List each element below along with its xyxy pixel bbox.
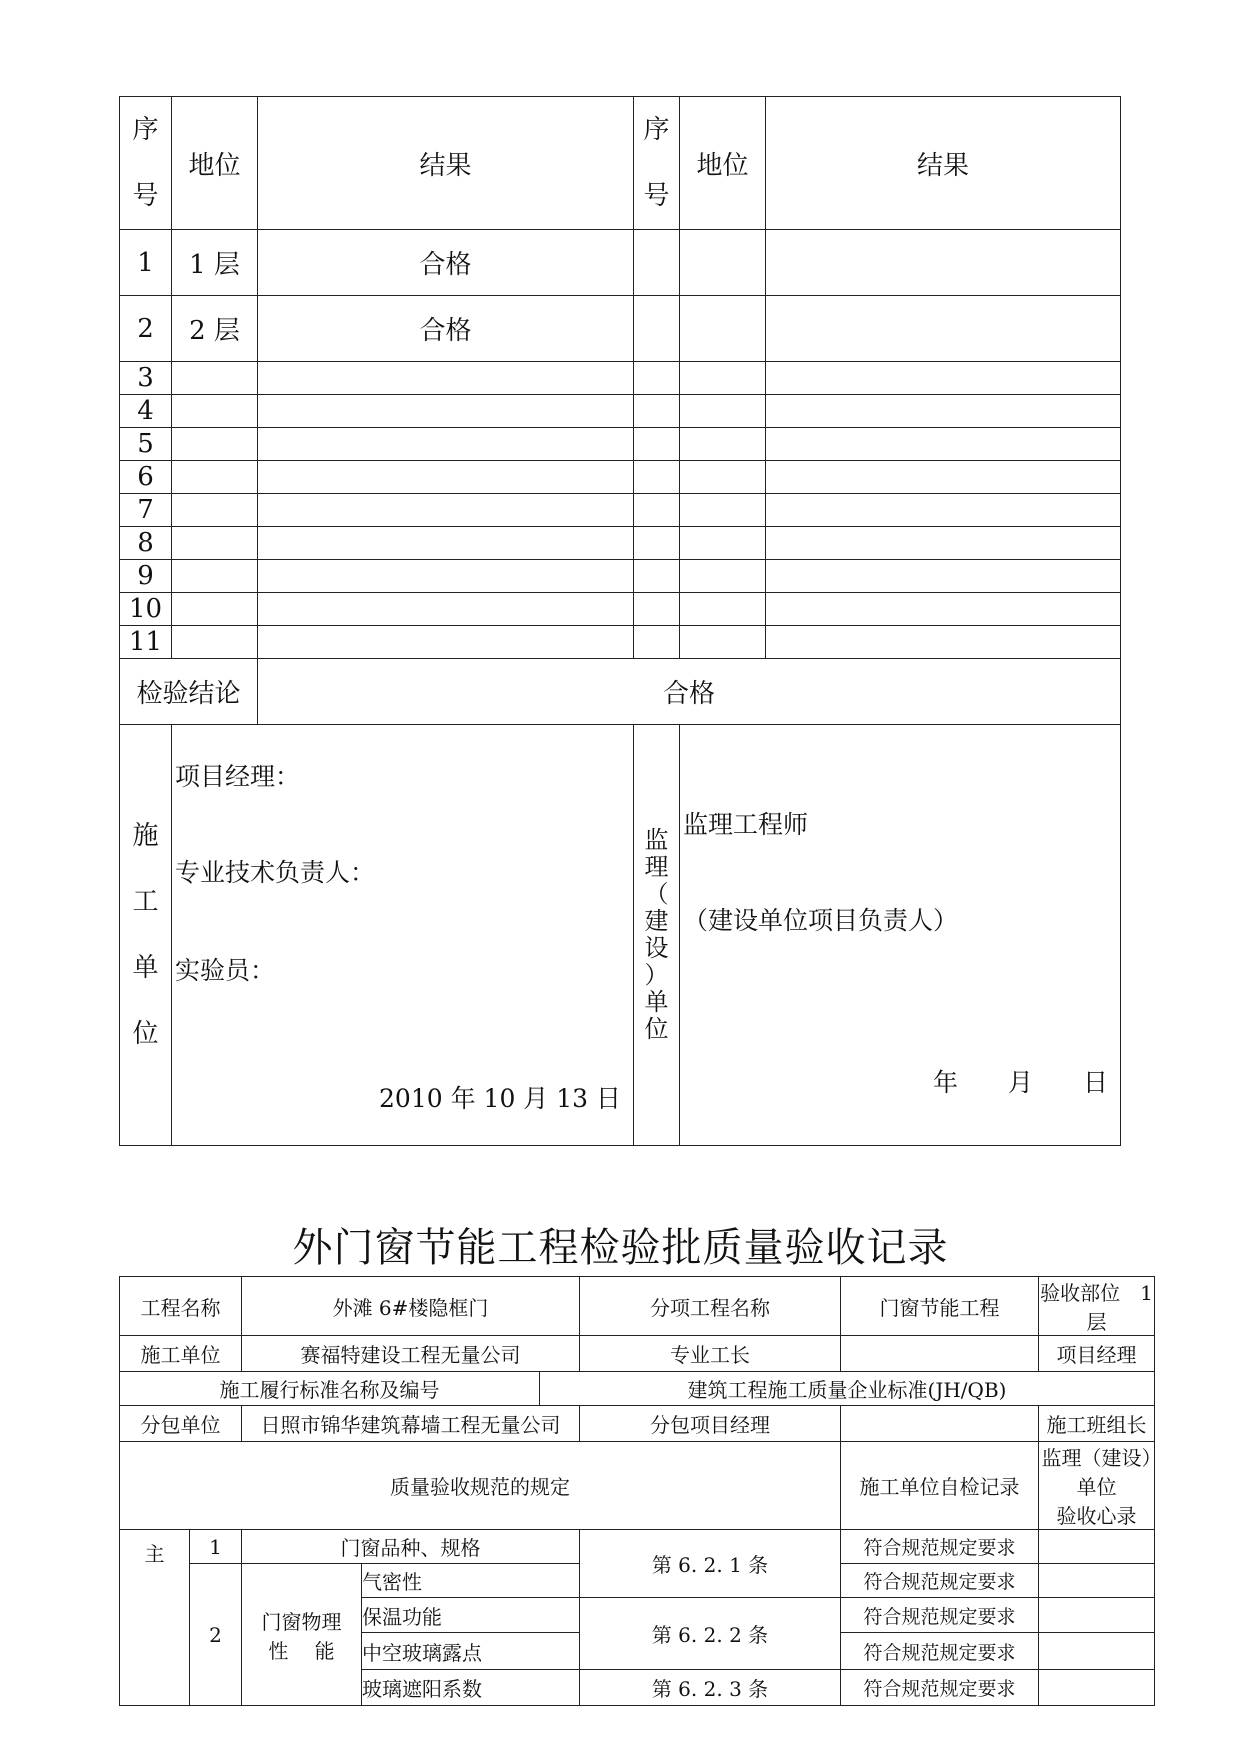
empty-cell bbox=[766, 560, 1121, 593]
sub-item: 保温功能 bbox=[362, 1598, 580, 1633]
row-location bbox=[172, 593, 258, 626]
empty-cell bbox=[634, 230, 680, 296]
sub-item: 玻璃遮阳系数 bbox=[362, 1670, 580, 1706]
empty-cell bbox=[634, 296, 680, 362]
standard-label: 施工履行标准名称及编号 bbox=[120, 1372, 540, 1406]
table-row bbox=[120, 461, 1121, 494]
row-result bbox=[258, 428, 634, 461]
tech-lead-label: 专业技术负责人： bbox=[175, 858, 376, 887]
empty-cell bbox=[1039, 1530, 1155, 1564]
construction-sign-block bbox=[172, 725, 634, 1146]
supervision-engineer-label: 监理工程师 bbox=[683, 810, 809, 839]
row-seq: 4 bbox=[120, 395, 172, 428]
conclusion-value: 合格 bbox=[258, 659, 1121, 725]
result-header: 结果 bbox=[766, 97, 1121, 230]
table-row bbox=[120, 1530, 1155, 1564]
empty-cell bbox=[766, 527, 1121, 560]
construction-date: 2010 年 10 月 13 日 bbox=[379, 1084, 621, 1113]
item-group: 门窗物理 性 能 bbox=[242, 1564, 362, 1706]
supervision-unit-label: 监 理 （ 建 设 ） 单 位 bbox=[634, 725, 680, 1146]
row-result: 合格 bbox=[258, 230, 634, 296]
empty-cell bbox=[1039, 1670, 1155, 1706]
row-seq: 7 bbox=[120, 494, 172, 527]
location-header: 地位 bbox=[172, 97, 258, 230]
acceptance-form-table bbox=[119, 1276, 1155, 1706]
project-manager-label: 项目经理： bbox=[175, 762, 301, 791]
empty-cell bbox=[680, 428, 766, 461]
table-row bbox=[120, 296, 1121, 362]
row-result bbox=[258, 461, 634, 494]
form-title: 外门窗节能工程检验批质量验收记录 bbox=[292, 1225, 949, 1271]
empty-cell bbox=[634, 527, 680, 560]
conclusion-label: 检验结论 bbox=[120, 659, 258, 725]
table-row bbox=[120, 626, 1121, 659]
row-seq: 11 bbox=[120, 626, 172, 659]
tester-label: 实验员： bbox=[175, 956, 276, 985]
row-location bbox=[172, 626, 258, 659]
empty-cell bbox=[680, 593, 766, 626]
empty-cell bbox=[680, 461, 766, 494]
foreman-label: 专业工长 bbox=[580, 1336, 841, 1372]
empty-cell bbox=[680, 230, 766, 296]
seq-header: 序 号 bbox=[120, 97, 172, 230]
result-header: 结果 bbox=[258, 97, 634, 230]
sub-pm bbox=[841, 1406, 1039, 1442]
row-location bbox=[172, 527, 258, 560]
item-number: 1 bbox=[190, 1530, 242, 1564]
empty-cell bbox=[680, 395, 766, 428]
row-location bbox=[172, 560, 258, 593]
table-row bbox=[120, 362, 1121, 395]
foreman bbox=[841, 1336, 1039, 1372]
row-result bbox=[258, 527, 634, 560]
empty-cell bbox=[680, 527, 766, 560]
row-result bbox=[258, 593, 634, 626]
table-row bbox=[120, 428, 1121, 461]
table-row bbox=[120, 230, 1121, 296]
supervision-date: 年 月 日 bbox=[932, 1068, 1108, 1097]
table-row bbox=[120, 560, 1121, 593]
subproject-label: 分项工程名称 bbox=[580, 1277, 841, 1336]
team-leader: 施工班组长 bbox=[1039, 1406, 1155, 1442]
empty-cell bbox=[634, 593, 680, 626]
item-name: 门窗品种、规格 bbox=[242, 1530, 580, 1564]
sub-item: 气密性 bbox=[362, 1564, 580, 1598]
empty-cell bbox=[766, 362, 1121, 395]
empty-cell bbox=[634, 560, 680, 593]
empty-cell bbox=[634, 626, 680, 659]
standard: 建筑工程施工质量企业标准(JH/QB) bbox=[540, 1372, 1155, 1406]
empty-cell bbox=[680, 560, 766, 593]
row-location: 2 层 bbox=[172, 296, 258, 362]
empty-cell bbox=[634, 494, 680, 527]
row-seq: 9 bbox=[120, 560, 172, 593]
row-result bbox=[258, 395, 634, 428]
clause: 第 6. 2. 1 条 bbox=[580, 1530, 841, 1598]
subcontractor-label: 分包单位 bbox=[120, 1406, 242, 1442]
empty-cell bbox=[1039, 1564, 1155, 1598]
empty-cell bbox=[766, 296, 1121, 362]
row-seq: 1 bbox=[120, 230, 172, 296]
self-check-record: 符合规范规定要求 bbox=[841, 1633, 1039, 1670]
empty-cell bbox=[766, 428, 1121, 461]
table-row bbox=[120, 494, 1121, 527]
empty-cell bbox=[1039, 1598, 1155, 1633]
row-seq: 2 bbox=[120, 296, 172, 362]
row-location bbox=[172, 461, 258, 494]
row-seq: 6 bbox=[120, 461, 172, 494]
subproject: 门窗节能工程 bbox=[841, 1277, 1039, 1336]
location-header: 地位 bbox=[680, 97, 766, 230]
table-row bbox=[120, 395, 1121, 428]
row-seq: 5 bbox=[120, 428, 172, 461]
construction-unit: 赛福特建设工程无量公司 bbox=[242, 1336, 580, 1372]
project-name: 外滩 6#楼隐框门 bbox=[242, 1277, 580, 1336]
supervision-sign-block bbox=[680, 725, 1121, 1146]
main-control-label: 主 bbox=[120, 1530, 190, 1706]
clause: 第 6. 2. 2 条 bbox=[580, 1598, 841, 1670]
row-result bbox=[258, 494, 634, 527]
empty-cell bbox=[766, 230, 1121, 296]
row-result bbox=[258, 626, 634, 659]
row-location bbox=[172, 362, 258, 395]
sub-item: 中空玻璃露点 bbox=[362, 1633, 580, 1670]
table-row bbox=[120, 527, 1121, 560]
sub-pm-label: 分包项目经理 bbox=[580, 1406, 841, 1442]
project-name-label: 工程名称 bbox=[120, 1277, 242, 1336]
empty-cell bbox=[766, 626, 1121, 659]
empty-cell bbox=[766, 494, 1121, 527]
row-location bbox=[172, 395, 258, 428]
row-result bbox=[258, 560, 634, 593]
construction-unit-label: 施工单位 bbox=[120, 1336, 242, 1372]
clause: 第 6. 2. 3 条 bbox=[580, 1670, 841, 1706]
row-result bbox=[258, 362, 634, 395]
construction-unit-label: 施 工 单 位 bbox=[120, 725, 172, 1146]
row-location bbox=[172, 428, 258, 461]
table-row bbox=[120, 593, 1121, 626]
self-check-record: 符合规范规定要求 bbox=[841, 1670, 1039, 1706]
pm: 项目经理 bbox=[1039, 1336, 1155, 1372]
row-seq: 8 bbox=[120, 527, 172, 560]
empty-cell bbox=[766, 593, 1121, 626]
self-check-record: 符合规范规定要求 bbox=[841, 1564, 1039, 1598]
row-result: 合格 bbox=[258, 296, 634, 362]
self-check-record: 符合规范规定要求 bbox=[841, 1598, 1039, 1633]
empty-cell bbox=[680, 296, 766, 362]
owner-rep-label: （建设单位项目负责人） bbox=[683, 906, 959, 935]
empty-cell bbox=[680, 494, 766, 527]
empty-cell bbox=[634, 395, 680, 428]
empty-cell bbox=[680, 362, 766, 395]
empty-cell bbox=[634, 428, 680, 461]
row-location bbox=[172, 494, 258, 527]
row-location: 1 层 bbox=[172, 230, 258, 296]
seq-header: 序 号 bbox=[634, 97, 680, 230]
row-seq: 3 bbox=[120, 362, 172, 395]
acceptance-part: 验收部位 1 层 bbox=[1039, 1277, 1155, 1336]
item-number: 2 bbox=[190, 1564, 242, 1706]
self-check-record: 符合规范规定要求 bbox=[841, 1530, 1039, 1564]
row-seq: 10 bbox=[120, 593, 172, 626]
supervision-header: 监理（建设）单位 验收心录 bbox=[1039, 1442, 1155, 1530]
empty-cell bbox=[766, 461, 1121, 494]
empty-cell bbox=[680, 626, 766, 659]
subcontractor: 日照市锦华建筑幕墙工程无量公司 bbox=[242, 1406, 580, 1442]
empty-cell bbox=[1039, 1633, 1155, 1670]
empty-cell bbox=[766, 395, 1121, 428]
spec-header: 质量验收规范的规定 bbox=[120, 1442, 841, 1530]
empty-cell bbox=[634, 362, 680, 395]
empty-cell bbox=[634, 461, 680, 494]
inspection-results-table bbox=[119, 96, 1121, 1146]
self-check-header: 施工单位自检记录 bbox=[841, 1442, 1039, 1530]
